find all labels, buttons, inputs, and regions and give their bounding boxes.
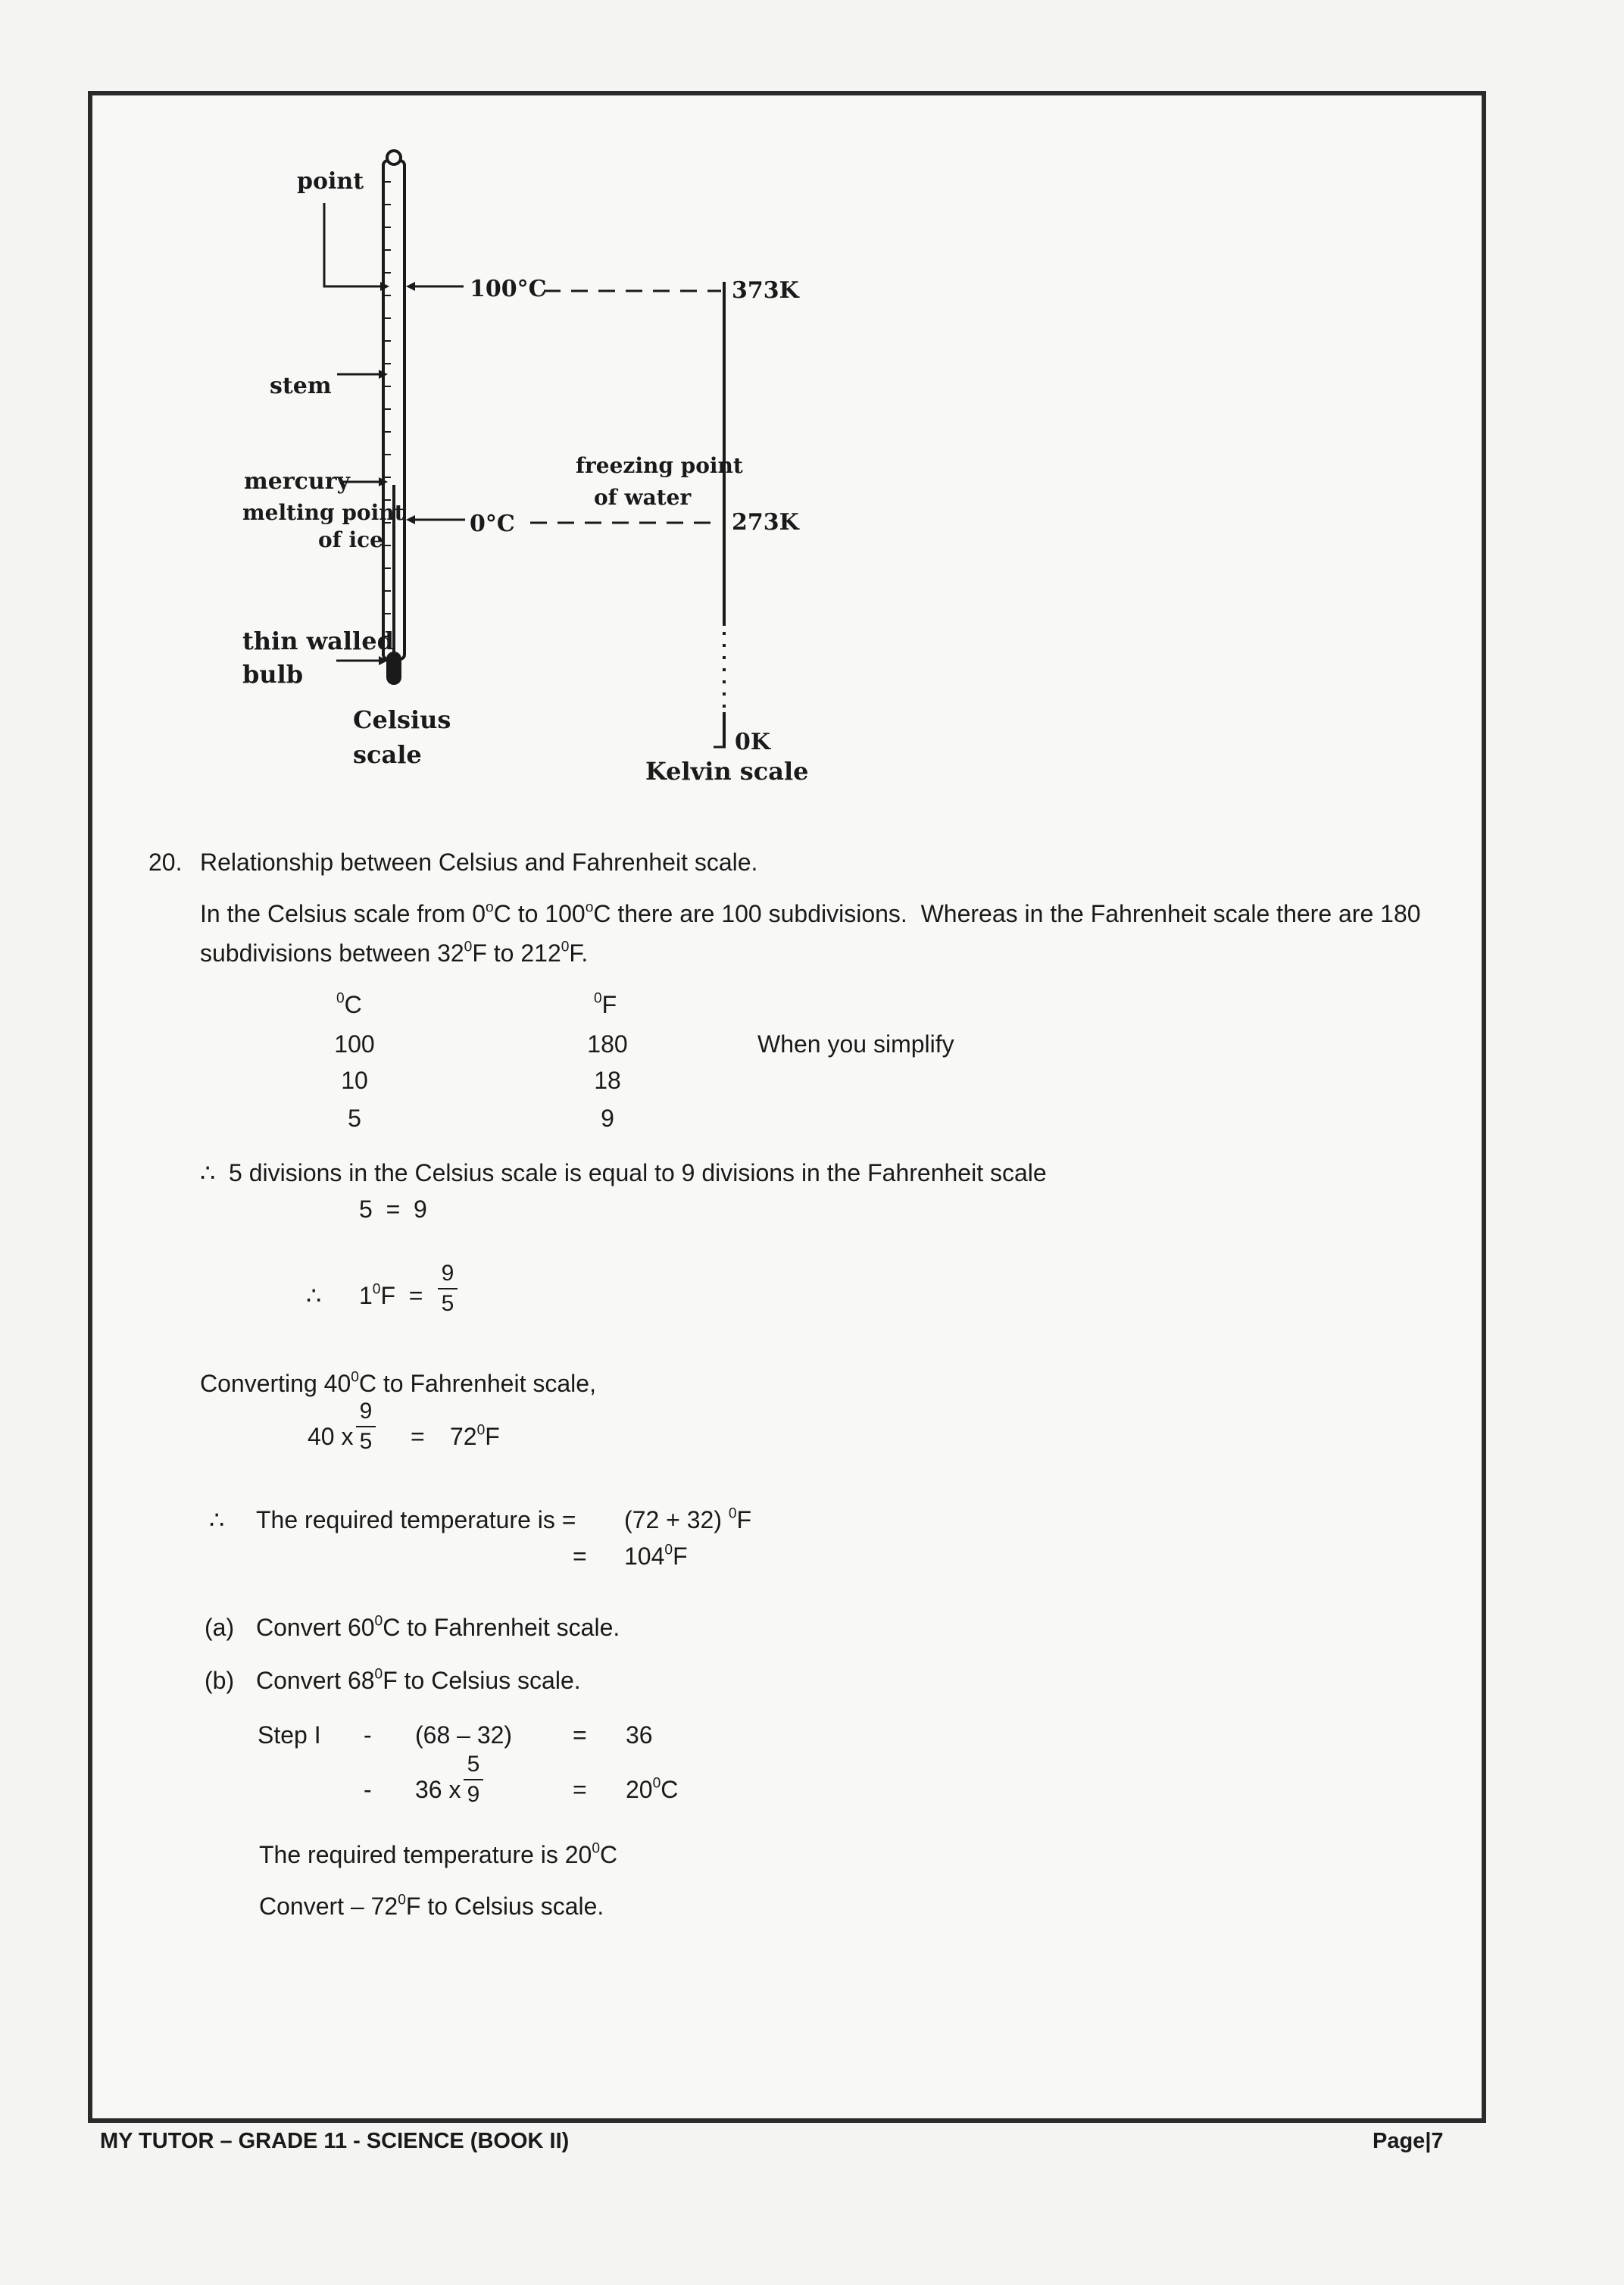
required-temp-label: The required temperature is = bbox=[256, 1506, 576, 1533]
step-2-equals: = bbox=[573, 1776, 587, 1803]
footer-title: MY TUTOR – GRADE 11 - SCIENCE (BOOK II) bbox=[100, 2129, 570, 2153]
extra-question: Convert – $72^0F$ to Celsius scale. bbox=[259, 1892, 604, 1920]
label-0k: 0K bbox=[735, 729, 770, 755]
section-number: 20. bbox=[148, 849, 183, 876]
thermometer-diagram bbox=[0, 0, 1624, 849]
example-rhs: $72^0F$ bbox=[450, 1422, 500, 1450]
label-thin-walled: thin walled bbox=[242, 627, 394, 655]
required-temp-equals: = bbox=[573, 1543, 587, 1570]
label-of-ice: of ice bbox=[318, 527, 383, 552]
fraction-5-over-9: 5 9 bbox=[464, 1752, 483, 1808]
answer-text: The required temperature is $20^0C$ bbox=[259, 1840, 618, 1868]
label-mercury: mercury bbox=[244, 468, 350, 495]
label-273k: 273K bbox=[732, 509, 799, 536]
question-a-label: (a) bbox=[205, 1614, 235, 1641]
question-a-text: Convert $60^0C$ to Fahrenheit scale. bbox=[256, 1613, 620, 1641]
fraction-9-over-5: 9 5 bbox=[438, 1261, 458, 1317]
one-fahrenheit: $1^0F$ = bbox=[359, 1281, 423, 1309]
label-bulb: bulb bbox=[242, 660, 304, 689]
therefore-symbol: ∴ bbox=[306, 1282, 322, 1309]
intro-line-1: In the Celsius scale from 0$^o$C to 100$^o$C there are 100 subdivisions. Whereas in the Fahrenheit scale there are 180 bbox=[200, 899, 1421, 927]
label-100c: 100°C bbox=[470, 276, 547, 302]
step-dash: - bbox=[364, 1721, 372, 1749]
table-header-celsius: $^0$C bbox=[336, 990, 362, 1018]
label-freezing-point: freezing point bbox=[576, 453, 743, 478]
step-dash: - bbox=[364, 1776, 372, 1803]
table-cell-c: 10 bbox=[341, 1067, 368, 1094]
step-1-expression: (68 – 32) bbox=[415, 1721, 513, 1749]
required-temp-value: $104^0F$ bbox=[624, 1542, 688, 1570]
table-cell-f: 180 bbox=[587, 1030, 628, 1058]
example-heading: Converting $40^0C$ to Fahrenheit scale, bbox=[200, 1369, 596, 1397]
thermometer-bulb bbox=[386, 652, 401, 685]
table-cell-f: 9 bbox=[601, 1105, 614, 1132]
required-temp-expression: (72 + 32) $^0$F bbox=[624, 1505, 752, 1533]
label-kelvin-scale: Kelvin scale bbox=[645, 757, 809, 786]
label-celsius-scale: scale bbox=[353, 740, 422, 769]
label-373k: 373K bbox=[732, 277, 799, 304]
label-point: point bbox=[297, 168, 364, 195]
thermometer-top bbox=[387, 151, 401, 164]
table-header-fahrenheit: $^0$F bbox=[594, 990, 617, 1018]
step-2-result: $20^0C$ bbox=[626, 1775, 679, 1803]
page-number: Page|7 bbox=[1373, 2129, 1444, 2153]
step-2-lhs: 36 x bbox=[415, 1776, 461, 1803]
question-b-label: (b) bbox=[205, 1667, 235, 1694]
step-1-label: Step I bbox=[258, 1721, 321, 1749]
step-1-result: 36 bbox=[626, 1721, 653, 1749]
question-b-text: Convert $68^0F$ to Celsius scale. bbox=[256, 1666, 581, 1694]
point-pointer bbox=[324, 203, 380, 286]
step-1-equals: = bbox=[573, 1721, 587, 1749]
example-lhs: 40 x bbox=[308, 1423, 354, 1450]
therefore-symbol: ∴ bbox=[209, 1506, 225, 1533]
table-cell-c: 100 bbox=[334, 1030, 375, 1058]
label-celsius: Celsius bbox=[353, 705, 451, 734]
divisions-statement: 5 divisions in the Celsius scale is equal to 9 divisions in the Fahrenheit scale bbox=[229, 1159, 1047, 1186]
therefore-symbol: ∴ bbox=[200, 1159, 216, 1186]
intro-line-2: subdivisions between $32^0F$ to $212^0F$. bbox=[200, 939, 589, 967]
table-cell-c: 5 bbox=[348, 1105, 361, 1132]
equality-5-9: 5 = 9 bbox=[359, 1196, 427, 1223]
table-cell-f: 18 bbox=[594, 1067, 621, 1094]
label-of-water: of water bbox=[594, 485, 692, 510]
label-0c: 0°C bbox=[470, 511, 515, 537]
example-equals: = bbox=[411, 1423, 425, 1450]
label-stem: stem bbox=[270, 373, 332, 399]
stem-ticks bbox=[383, 182, 391, 636]
simplify-note: When you simplify bbox=[757, 1030, 954, 1058]
section-title: Relationship between Celsius and Fahrenheit scale. bbox=[200, 849, 758, 876]
label-melting-point: melting point bbox=[242, 500, 404, 525]
fraction-9-over-5: 9 5 bbox=[356, 1399, 376, 1455]
